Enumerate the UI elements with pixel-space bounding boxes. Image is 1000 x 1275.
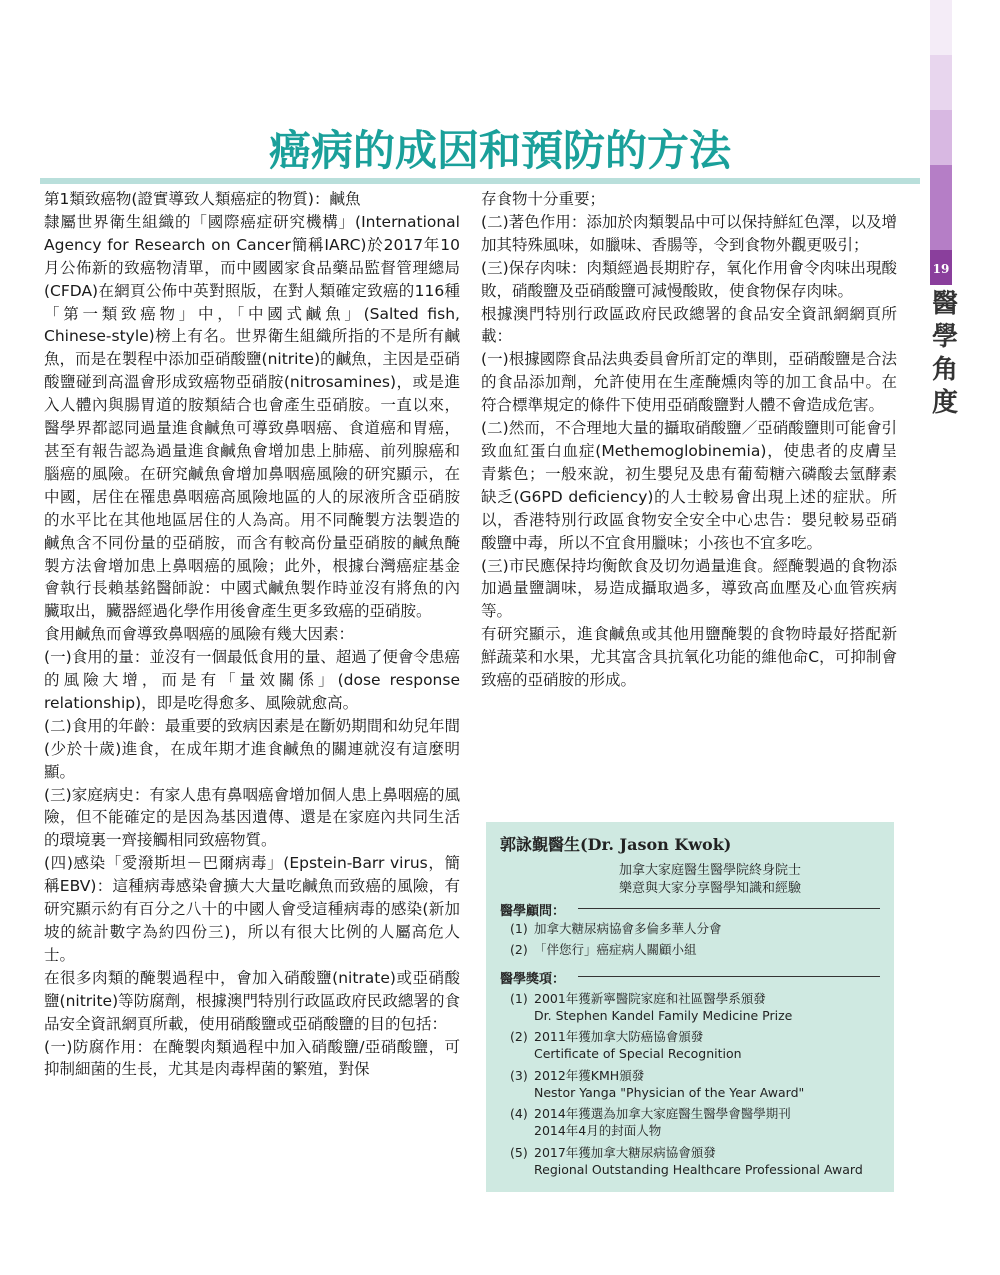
advisor-item	[510, 920, 722, 937]
paragraph: 隸屬世界衛生組織的「國際癌症研究機構」(International Agency for Research on Cancer簡稱IARC)於2017年10月公佈新的致癌物清單，而中國國家食品藥品監督管理總局(CFDA)在網頁公佈中英對照版，在對人類確定致癌的116種「第一類致癌物」中，「中國式鹹魚」(Salted fish, Chinese-style)榜上有名。世界衛生組織所指的不是所有鹹魚，而是在製程中添加亞硝酸鹽(nitrite)的鹹魚，主因是亞硝酸鹽碰到高溫會形成致癌物亞硝胺(nitrosamines)，或是進入人體內與腸胃道的胺類結合也會產生亞硝胺。一直以來，醫學界都認同過量進食鹹魚可導致鼻咽癌、食道癌和胃癌，甚至有報告認為過量進食鹹魚會增加患上肺癌、前列腺癌和腦癌的風險。在研究鹹魚會增加鼻咽癌風險的研究顯示，在中國，居住在罹患鼻咽癌高風險地區的人的尿液所含亞硝胺的水平比在其他地區居住的人為高。用不同醃製方法製造的鹹魚含不同份量的亞硝胺，而含有較高份量亞硝胺的鹹魚醃製方法會增加患上鼻咽癌的風險；此外，根據台灣癌症基金會執行長賴基銘醫師說：中國式鹹魚製作時並沒有將魚的內臟取出，臟器經過化學作用後會產生更多致癌的亞硝胺。	[44, 212, 460, 621]
paragraph: 根據澳門特別行政區政府民政總署的食品安全資訊網網頁所載：	[481, 304, 897, 346]
item-subtext: Certificate of Special Recognition	[534, 1046, 742, 1061]
award-item	[510, 990, 792, 1024]
item-number: (3)	[510, 1068, 528, 1083]
item-number: (1)	[510, 921, 528, 936]
doctor-title-line: 樂意與大家分享醫學知識和經驗	[618, 881, 801, 896]
paragraph: 在很多肉類的醃製過程中，會加入硝酸鹽(nitrate)或亞硝酸鹽(nitrite)等防腐劑，根據澳門特別行政區政府民政總署的食品安全資訊網頁所載，使用硝酸鹽或亞硝酸鹽的目的包括：	[44, 968, 460, 1033]
paragraph: (二)食用的年齡：最重要的致病因素是在斷奶期間和幼兒年間(少於十歲)進食，在成年期才進食鹹魚的關連就沒有這麼明顯。	[44, 716, 460, 781]
right-column	[481, 188, 897, 692]
section-tag-char: 學	[932, 322, 959, 352]
paragraph: 有研究顯示，進食鹹魚或其他用鹽醃製的食物時最好搭配新鮮蔬菜和水果，尤其富含具抗氧化功能的維他命C，可抑制會致癌的亞硝胺的形成。	[481, 625, 897, 690]
section-tag	[932, 288, 958, 420]
award-item	[510, 1144, 863, 1178]
paragraph: (一)食用的量：並沒有一個最低食用的量、超過了便會令患癌的風險大增，而是有「量效關係」(dose response relationship)，即是吃得愈多、風險就愈高。	[44, 648, 460, 712]
advisor-item	[510, 941, 697, 958]
paragraph: (三)家庭病史：有家人患有鼻咽癌會增加個人患上鼻咽癌的風險，但不能確定的是因為基因遺傳、還是在家庭內共同生活的環境裏一齊接觸相同致癌物質。	[44, 785, 460, 850]
item-text: 「伴您行」癌症病人關顧小組	[534, 942, 697, 957]
advisor-divider	[578, 908, 880, 909]
item-text: 2014年獲選為加拿大家庭醫生醫學會醫學期刊	[534, 1106, 791, 1121]
section-tag-char: 醫	[932, 289, 959, 319]
paragraph: (二)然而，不合理地大量的攝取硝酸鹽／亞硝酸鹽則可能會引致血紅蛋白血症(Methemoglobinemia)，使患者的皮膚呈青紫色；一般來說，初生嬰兒及患有葡萄糖六磷酸去氫酵素缺乏(G6PD deficiency)的人士較易會出現上述的症狀。所以，香港特別行政區食物安全安全中心忠告：嬰兒較易亞硝酸鹽中毒，所以不宜食用臘味；小孩也不宜多吃。	[481, 419, 897, 552]
paragraph: (二)著色作用：添加於肉類製品中可以保持鮮紅色澤，以及增加其特殊風味，如臘味、香腸等，令到食物外觀更吸引；	[481, 212, 897, 254]
paragraph: (三)市民應保持均衡飲食及切勿過量進食。經醃製過的食物添加過量鹽調味，易造成攝取過多，導致高血壓及心血管疾病等。	[481, 556, 897, 621]
item-subtext: Regional Outstanding Healthcare Professional Award	[534, 1162, 863, 1177]
doctor-title-line: 加拿大家庭醫生醫學院終身院士	[618, 863, 801, 878]
paragraph: 第1類致癌物(證實導致人類癌症的物質)：鹹魚	[44, 190, 361, 208]
section-tag-char: 角	[932, 355, 959, 385]
item-text: 2012年獲KMH頒發	[534, 1068, 645, 1083]
paragraph: 存食物十分重要；	[481, 190, 606, 208]
article-title: 癌病的成因和預防的方法	[268, 126, 731, 175]
paragraph: (一)防腐作用：在醃製肉類過程中加入硝酸鹽/亞硝酸鹽，可抑制細菌的生長，尤其是肉毒桿菌的繁殖，對保	[44, 1037, 460, 1079]
item-text: 2001年獲新寧醫院家庭和社區醫學系頒發	[534, 991, 766, 1006]
item-number: (2)	[510, 942, 528, 957]
award-divider	[578, 976, 880, 977]
paragraph: (四)感染「愛潑斯坦－巴爾病毒」(Epstein-Barr virus，簡稱EBV)：這種病毒感染會擴大大量吃鹹魚而致癌的風險，有研究顯示約有百分之八十的中國人會受這種病毒的感染(新加坡的統計數字為約四份三)，所以有很大比例的人屬高危人士。	[44, 854, 460, 964]
page-number: 19	[932, 262, 950, 276]
award-item	[510, 1105, 791, 1139]
item-text: 加拿大糖尿病協會多倫多華人分會	[534, 921, 722, 936]
doctor-profile-box	[486, 822, 894, 1192]
paragraph: (一)根據國際食品法典委員會所訂定的準則，亞硝酸鹽是合法的食品添加劑，允許使用在生產醃燻肉等的加工食品中。在符合標準規定的條件下使用亞硝酸鹽對人體不會造成危害。	[481, 350, 897, 415]
doctor-titles	[486, 862, 894, 898]
advisor-heading: 醫學顧問：	[500, 904, 566, 919]
item-subtext: 2014年4月的封面人物	[534, 1123, 662, 1138]
page-edge-tab	[930, 0, 952, 1275]
item-number: (5)	[510, 1145, 528, 1160]
section-tag-char: 度	[932, 388, 959, 418]
tab-segment	[930, 55, 952, 110]
doctor-name: 郭詠覲醫生(Dr. Jason Kwok)	[500, 835, 732, 854]
paragraph: 食用鹹魚而會導致鼻咽癌的風險有幾大因素：	[44, 625, 355, 644]
item-number: (1)	[510, 991, 528, 1006]
award-item	[510, 1067, 804, 1101]
item-number: (4)	[510, 1106, 528, 1121]
tab-segment	[930, 0, 952, 55]
award-heading: 醫學獎項：	[500, 972, 566, 987]
item-number: (2)	[510, 1029, 528, 1044]
item-text: 2011年獲加拿大防癌協會頒發	[534, 1029, 704, 1044]
item-text: 2017年獲加拿大糖尿病協會頒發	[534, 1145, 716, 1160]
item-subtext: Dr. Stephen Kandel Family Medicine Prize	[534, 1008, 793, 1023]
paragraph: (三)保存肉味：肉類經過長期貯存，氧化作用會令肉味出現酸敗，硝酸鹽及亞硝酸鹽可減慢酸敗，使食物保存肉味。	[481, 258, 897, 300]
left-column	[44, 188, 460, 1081]
item-subtext: Nestor Yanga "Physician of the Year Award"	[534, 1085, 805, 1100]
title-divider	[40, 178, 920, 184]
award-item	[510, 1028, 742, 1062]
